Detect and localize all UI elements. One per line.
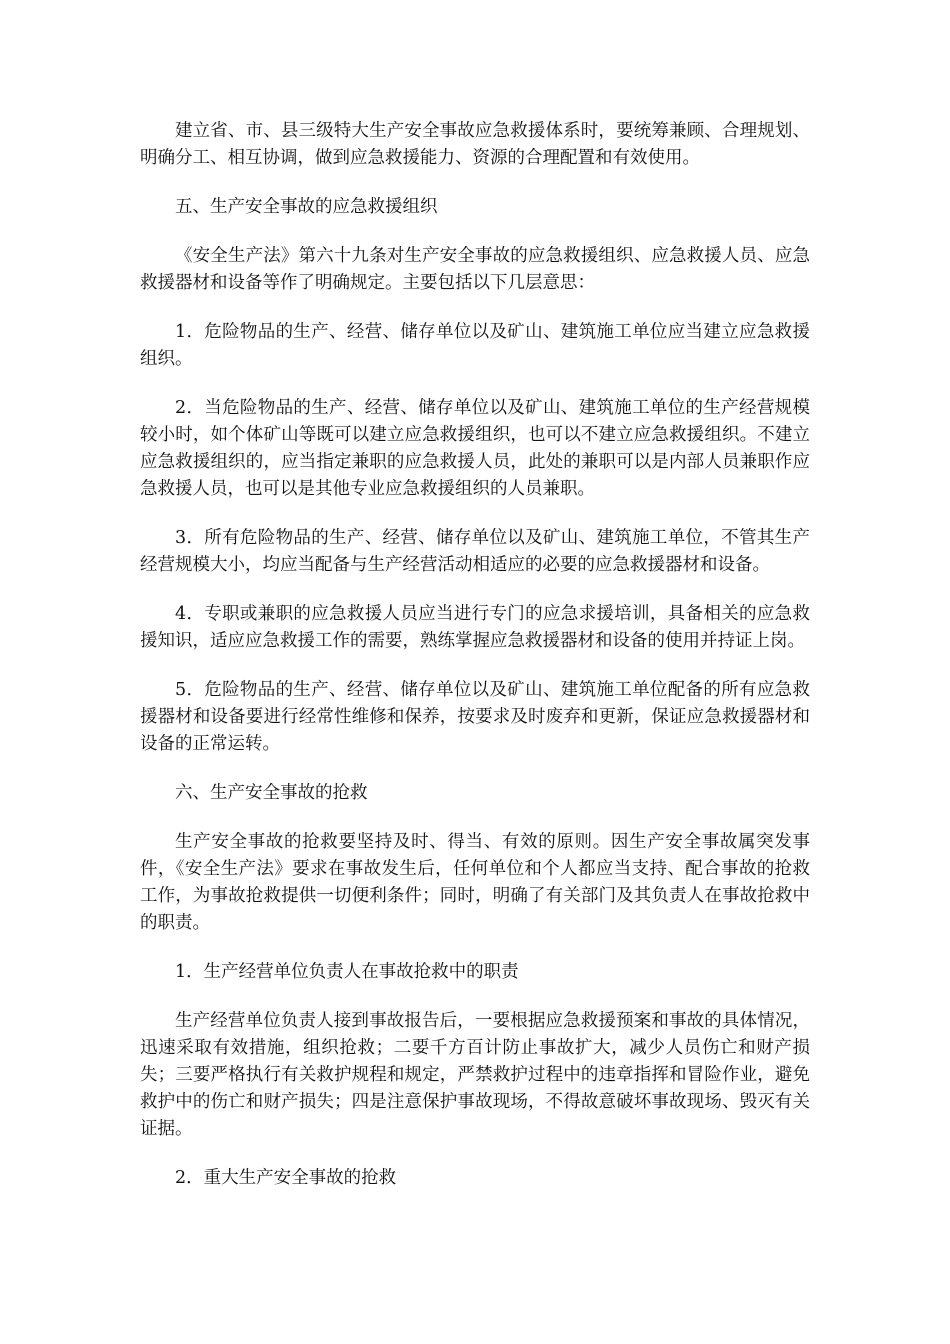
subheading-2: 2．重大生产安全事故的抢救	[175, 1168, 397, 1188]
list-item-1: 1．危险物品的生产、经营、储存单位以及矿山、建筑施工单位应当建立应急救援组织。	[140, 322, 810, 369]
list-item-5: 5．危险物品的生产、经营、储存单位以及矿山、建筑施工单位配备的所有应急救援器材和设备要进行经常性维修和保养，按要求及时废弃和更新，保证应急救援器材和设备的正常运转。	[140, 680, 810, 754]
paragraph-law-article-69: 《安全生产法》第六十九条对生产安全事故的应急救援组织、应急救援人员、应急救援器材和设备等作了明确规定。主要包括以下几层意思：	[140, 246, 810, 293]
list-item-2: 2．当危险物品的生产、经营、储存单位以及矿山、建筑施工单位的生产经营规模较小时，如个体矿山等既可以建立应急救援组织，也可以不建立应急救援组织。不建立应急救援组织的，应当指定兼职的应急救援人员，此处的兼职可以是内部人员兼职作应急救援人员，也可以是其他专业应急救援组织的人员兼职。	[140, 398, 810, 499]
heading-section-5: 五、生产安全事故的应急救援组织	[175, 197, 438, 217]
document-page	[140, 118, 810, 1214]
heading-section-6: 六、生产安全事故的抢救	[175, 783, 368, 803]
list-item-4: 4．专职或兼职的应急救援人员应当进行专门的应急求援培训，具备相关的应急救援知识，适应应急救援工作的需要，熟练掌握应急救援器材和设备的使用并持证上岗。	[140, 604, 810, 651]
paragraph-responsible-person-duties: 生产经营单位负责人接到事故报告后，一要根据应急救援预案和事故的具体情况，迅速采取有效措施，组织抢救；二要千方百计防止事故扩大，减少人员伤亡和财产损失；三要严格执行有关救护规程和规定，严禁救护过程中的违章指挥和冒险作业，避免救护中的伤亡和财产损失；四是注意保护事故现场，不得故意破坏事故现场、毁灭有关证据。	[140, 1011, 810, 1139]
paragraph-system-construction: 建立省、市、县三级特大生产安全事故应急救援体系时，要统筹兼顾、合理规划、明确分工、相互协调，做到应急救援能力、资源的合理配置和有效使用。	[140, 121, 810, 168]
list-item-3: 3．所有危险物品的生产、经营、储存单位以及矿山、建筑施工单位，不管其生产经营规模大小，均应当配备与生产经营活动相适应的必要的应急救援器材和设备。	[140, 528, 810, 575]
paragraph-rescue-principles: 生产安全事故的抢救要坚持及时、得当、有效的原则。因生产安全事故属突发事件，《安全生产法》要求在事故发生后，任何单位和个人都应当支持、配合事故的抢救工作，为事故抢救提供一切便利条件；同时，明确了有关部门及其负责人在事故抢救中的职责。	[140, 832, 810, 933]
subheading-1: 1．生产经营单位负责人在事故抢救中的职责	[175, 962, 519, 982]
